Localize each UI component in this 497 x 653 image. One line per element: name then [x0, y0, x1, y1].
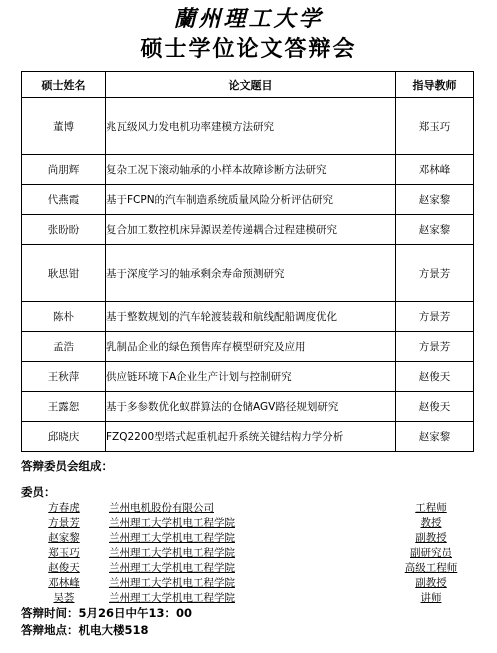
member-row — [0, 530, 497, 545]
table-row — [22, 362, 474, 392]
member-organization: 兰州理工大学机电工程学院 — [109, 592, 235, 604]
member-row — [0, 515, 497, 530]
student-name: 王秋萍 — [22, 362, 106, 392]
member-name: 吴荟 — [53, 592, 75, 604]
thesis-title: 乳制品企业的绿色预售库存模型研究及应用 — [106, 332, 396, 362]
member-title: 讲师 — [420, 592, 442, 604]
table-row — [22, 215, 474, 245]
student-name: 耿思钳 — [22, 245, 106, 302]
advisor-name: 赵俊天 — [396, 392, 474, 422]
thesis-title: 供应链环境下A企业生产计划与控制研究 — [106, 362, 396, 392]
member-organization: 兰州理工大学机电工程学院 — [109, 517, 235, 529]
table-row — [22, 332, 474, 362]
defense-location: 答辩地点：机电大楼518 — [21, 623, 149, 637]
member-name: 方景芳 — [48, 517, 80, 529]
member-row — [0, 545, 497, 560]
member-organization: 兰州电机股份有限公司 — [109, 502, 214, 514]
column-header-advisor: 指导教师 — [396, 72, 474, 98]
student-name: 董博 — [22, 98, 106, 155]
member-title: 高级工程师 — [404, 562, 458, 574]
table-row — [22, 155, 474, 185]
member-name: 赵俊天 — [48, 562, 80, 574]
thesis-title: 基于FCPN的汽车制造系统质量风险分析评估研究 — [106, 185, 396, 215]
advisor-name: 赵家黎 — [396, 215, 474, 245]
student-name: 尚朋辉 — [22, 155, 106, 185]
member-title: 教授 — [420, 517, 442, 529]
advisor-name: 方景芳 — [396, 302, 474, 332]
member-row — [0, 590, 497, 605]
table-row — [22, 245, 474, 302]
committee-heading: 答辩委员会组成： — [21, 459, 113, 473]
table-header-row — [22, 72, 474, 98]
thesis-title: 兆瓦级风力发电机功率建模方法研究 — [106, 98, 396, 155]
member-organization: 兰州理工大学机电工程学院 — [109, 577, 235, 589]
student-name: 代燕霞 — [22, 185, 106, 215]
thesis-title: 复合加工数控机床异源误差传递耦合过程建模研究 — [106, 215, 396, 245]
table-row — [22, 302, 474, 332]
member-row — [0, 560, 497, 575]
student-name: 陈朴 — [22, 302, 106, 332]
member-row — [0, 575, 497, 590]
advisor-name: 邓林峰 — [396, 155, 474, 185]
advisor-name: 方景芳 — [396, 245, 474, 302]
member-name: 赵家黎 — [48, 532, 80, 544]
thesis-title: FZQ2200型塔式起重机起升系统关键结构力学分析 — [106, 422, 396, 452]
member-name: 邓林峰 — [48, 577, 80, 589]
member-title: 副教授 — [415, 532, 447, 544]
student-name: 张盼盼 — [22, 215, 106, 245]
member-organization: 兰州理工大学机电工程学院 — [109, 547, 235, 559]
advisor-name: 赵家黎 — [396, 185, 474, 215]
member-title: 副教授 — [415, 577, 447, 589]
thesis-title: 基于深度学习的轴承剩余寿命预测研究 — [106, 245, 396, 302]
thesis-title: 复杂工况下滚动轴承的小样本故障诊断方法研究 — [106, 155, 396, 185]
thesis-title: 基于整数规划的汽车轮渡装载和航线配船调度优化 — [106, 302, 396, 332]
advisor-name: 赵家黎 — [396, 422, 474, 452]
member-name: 郑玉巧 — [48, 547, 80, 559]
table-row — [22, 185, 474, 215]
defense-schedule-table — [21, 71, 474, 452]
student-name: 邱晓庆 — [22, 422, 106, 452]
column-header-student: 硕士姓名 — [22, 72, 106, 98]
member-title: 副研究员 — [410, 547, 452, 559]
member-title: 工程师 — [415, 502, 447, 514]
member-name: 方春虎 — [48, 502, 80, 514]
advisor-name: 方景芳 — [396, 332, 474, 362]
table-row — [22, 98, 474, 155]
page-title: 硕士学位论文答辩会 — [140, 36, 357, 62]
student-name: 王露恕 — [22, 392, 106, 422]
advisor-name: 郑玉巧 — [396, 98, 474, 155]
defense-time: 答辩时间：5月26日中午13：00 — [21, 606, 193, 620]
column-header-thesis: 论文题目 — [106, 72, 396, 98]
thesis-title: 基于多参数优化蚁群算法的仓储AGV路径规划研究 — [106, 392, 396, 422]
student-name: 孟浩 — [22, 332, 106, 362]
university-logo: 蘭州理工大学 — [173, 6, 324, 32]
member-row — [0, 500, 497, 515]
table-row — [22, 422, 474, 452]
table-row — [22, 392, 474, 422]
members-label: 委员： — [21, 485, 56, 499]
advisor-name: 赵俊天 — [396, 362, 474, 392]
member-organization: 兰州理工大学机电工程学院 — [109, 532, 235, 544]
member-organization: 兰州理工大学机电工程学院 — [109, 562, 235, 574]
